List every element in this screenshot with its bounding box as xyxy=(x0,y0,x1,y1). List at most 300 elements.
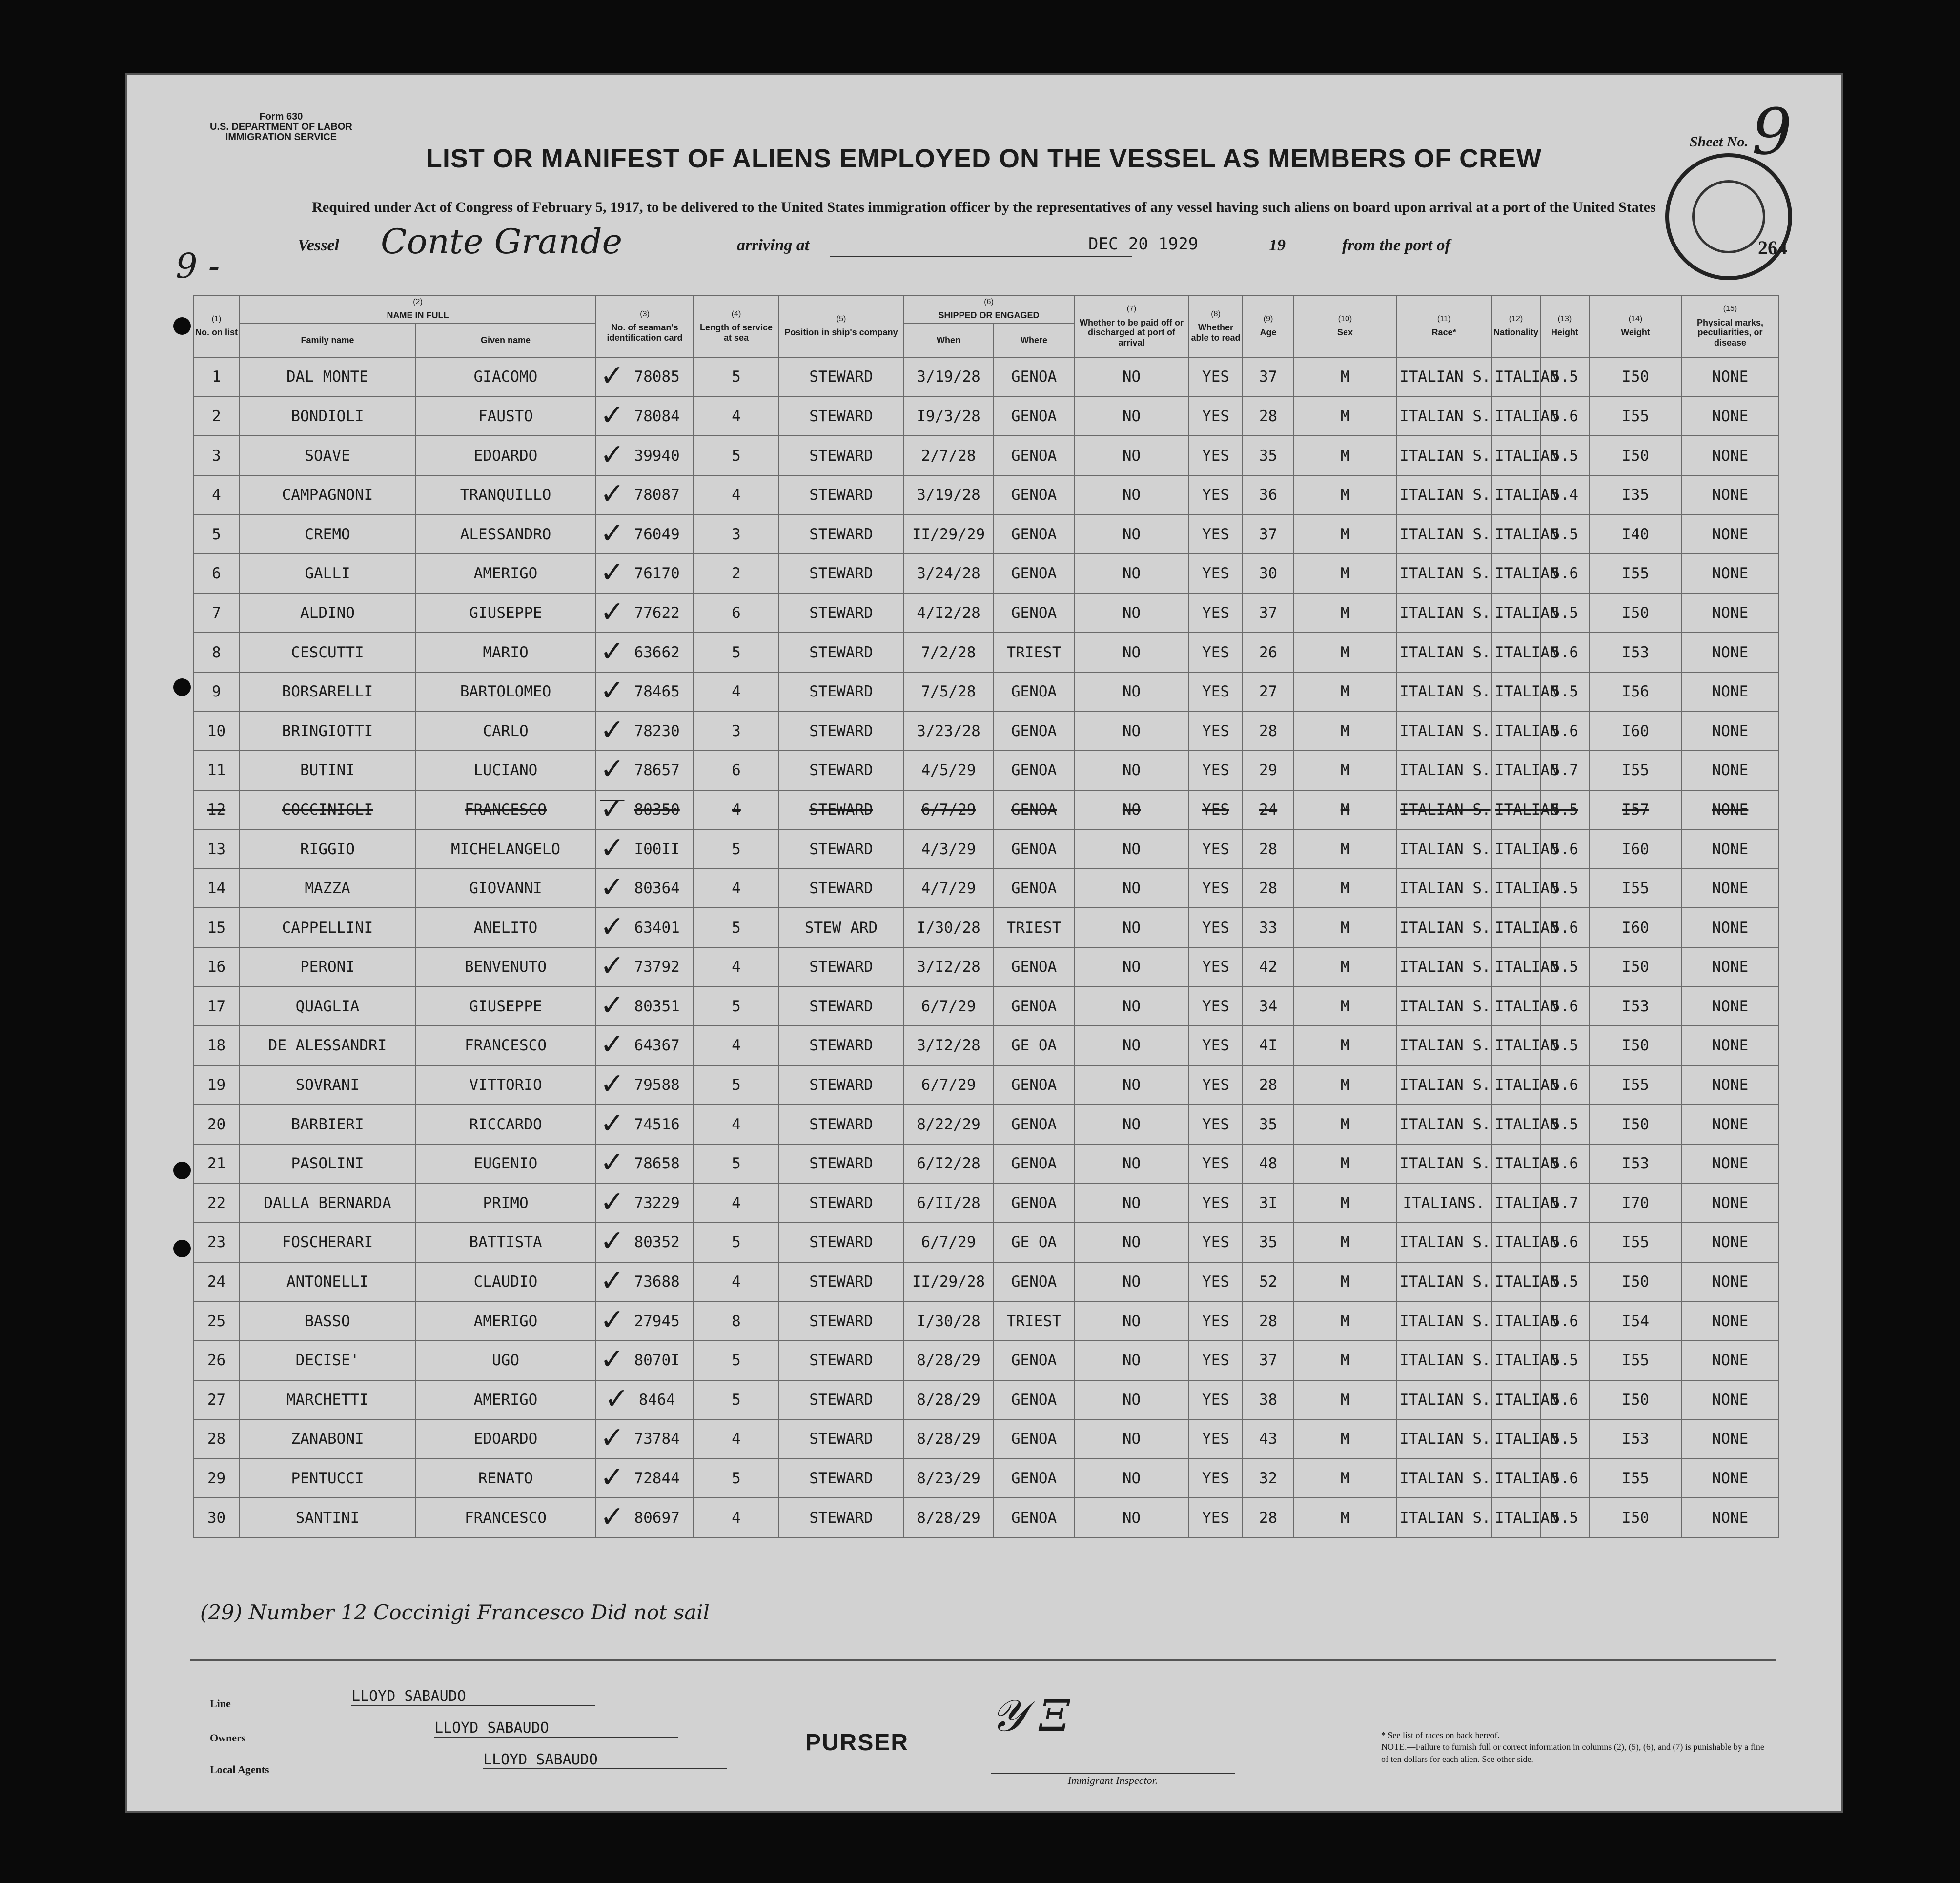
cell-paid: NO xyxy=(1074,475,1189,515)
cell-age: 24 xyxy=(1243,790,1294,830)
manifest-sheet xyxy=(125,73,1843,1813)
cell-weight: I53 xyxy=(1589,1144,1682,1184)
cell-position: STEWARD xyxy=(779,711,903,751)
cell-when: 8/28/29 xyxy=(903,1419,994,1459)
cell-family: MARCHETTI xyxy=(240,1380,415,1420)
table-row xyxy=(193,1144,1778,1184)
footnotes xyxy=(1381,1729,1772,1765)
table-row xyxy=(193,908,1778,947)
cell-sex: M xyxy=(1294,514,1396,554)
cell-read: YES xyxy=(1189,554,1243,594)
cell-marks: NONE xyxy=(1682,1184,1778,1223)
cell-race: ITALIAN S. xyxy=(1396,947,1491,987)
cell-where: GENOA xyxy=(994,1459,1074,1498)
cell-sex: M xyxy=(1294,1341,1396,1380)
cell-marks: NONE xyxy=(1682,357,1778,397)
cell-given: EDOARDO xyxy=(415,436,596,475)
cell-family: CESCUTTI xyxy=(240,633,415,672)
year-label: 19 xyxy=(1269,236,1286,254)
cell-position: STEWARD xyxy=(779,790,903,830)
cell-race: ITALIAN S. xyxy=(1396,1380,1491,1420)
punch-hole xyxy=(173,1240,191,1257)
cell-age: 35 xyxy=(1243,436,1294,475)
cell-position: STEWARD xyxy=(779,1301,903,1341)
cell-nationality: ITALIAN xyxy=(1491,987,1540,1026)
punch-hole xyxy=(173,678,191,696)
cell-height: 5.5 xyxy=(1540,594,1589,633)
col-sex-header: (10) Sex xyxy=(1294,295,1396,357)
cell-height: 5.6 xyxy=(1540,1065,1589,1105)
cell-height: 5.5 xyxy=(1540,1262,1589,1302)
cell-no: 14 xyxy=(193,869,240,908)
cell-race: ITALIAN S. xyxy=(1396,869,1491,908)
cell-where: GENOA xyxy=(994,514,1074,554)
cell-position: STEWARD xyxy=(779,1144,903,1184)
table-row xyxy=(193,790,1778,830)
cell-age: 28 xyxy=(1243,869,1294,908)
cell-race: ITALIAN S. xyxy=(1396,790,1491,830)
cell-marks: NONE xyxy=(1682,908,1778,947)
cell-height: 5.6 xyxy=(1540,829,1589,869)
cell-sex: M xyxy=(1294,1065,1396,1105)
table-row xyxy=(193,1341,1778,1380)
cell-given: GIUSEPPE xyxy=(415,987,596,1026)
cell-family: BARBIERI xyxy=(240,1105,415,1144)
cell-id xyxy=(596,1498,694,1537)
cell-id xyxy=(596,1065,694,1105)
cell-given: MARIO xyxy=(415,633,596,672)
cell-read: YES xyxy=(1189,987,1243,1026)
cell-where: GENOA xyxy=(994,1184,1074,1223)
cell-given: FRANCESCO xyxy=(415,1026,596,1065)
cell-paid: NO xyxy=(1074,397,1189,436)
cell-marks: NONE xyxy=(1682,514,1778,554)
cell-id xyxy=(596,790,694,830)
id-number: 64367 xyxy=(634,1037,680,1055)
table-row xyxy=(193,475,1778,515)
cell-read: YES xyxy=(1189,947,1243,987)
cell-read: YES xyxy=(1189,436,1243,475)
cell-given: BATTISTA xyxy=(415,1223,596,1262)
cell-nationality: ITALIAN xyxy=(1491,1223,1540,1262)
cell-sex: M xyxy=(1294,1419,1396,1459)
cell-position: STEWARD xyxy=(779,1105,903,1144)
id-number: 78230 xyxy=(634,722,680,740)
cell-read: YES xyxy=(1189,357,1243,397)
cell-family: ALDINO xyxy=(240,594,415,633)
cell-no: 13 xyxy=(193,829,240,869)
cell-no: 29 xyxy=(193,1459,240,1498)
cell-family: BONDIOLI xyxy=(240,397,415,436)
cell-where: GENOA xyxy=(994,672,1074,712)
cell-given: TRANQUILLO xyxy=(415,475,596,515)
cell-position: STEWARD xyxy=(779,1026,903,1065)
cell-age: 33 xyxy=(1243,908,1294,947)
cell-sex: M xyxy=(1294,711,1396,751)
check-mark-icon: ✓ xyxy=(600,752,625,787)
page-number: 264 xyxy=(1758,237,1787,259)
cell-id xyxy=(596,1144,694,1184)
cell-read: YES xyxy=(1189,594,1243,633)
id-number: 80697 xyxy=(634,1509,680,1527)
cell-height: 5.6 xyxy=(1540,554,1589,594)
cell-sex: M xyxy=(1294,987,1396,1026)
form-number: Form 630 xyxy=(259,111,303,122)
cell-when: 4/5/29 xyxy=(903,751,994,790)
cell-no: 2 xyxy=(193,397,240,436)
cell-where: GENOA xyxy=(994,357,1074,397)
cell-no: 10 xyxy=(193,711,240,751)
check-mark-icon: ✓ xyxy=(600,713,625,747)
table-row xyxy=(193,1301,1778,1341)
punch-hole xyxy=(173,317,191,335)
cell-height: 5.5 xyxy=(1540,1341,1589,1380)
cell-where: GE OA xyxy=(994,1223,1074,1262)
cell-position: STEWARD xyxy=(779,1065,903,1105)
cell-id xyxy=(596,1380,694,1420)
cell-age: 28 xyxy=(1243,397,1294,436)
check-mark-icon: ✓ xyxy=(600,1106,625,1141)
cell-weight: I53 xyxy=(1589,1419,1682,1459)
cell-race: ITALIAN S. xyxy=(1396,397,1491,436)
cell-race: ITALIAN S. xyxy=(1396,1341,1491,1380)
cell-race: ITALIAN S. xyxy=(1396,357,1491,397)
cell-when: 3/19/28 xyxy=(903,475,994,515)
cell-marks: NONE xyxy=(1682,1459,1778,1498)
cell-height: 5.6 xyxy=(1540,1380,1589,1420)
cell-where: GENOA xyxy=(994,554,1074,594)
cell-nationality: ITALIAN xyxy=(1491,1459,1540,1498)
id-number: 78087 xyxy=(634,486,680,504)
cell-age: 30 xyxy=(1243,554,1294,594)
cell-age: 43 xyxy=(1243,1419,1294,1459)
col-nationality-header: (12) Nationality xyxy=(1491,295,1540,357)
cell-marks: NONE xyxy=(1682,672,1778,712)
cell-height: 5.6 xyxy=(1540,908,1589,947)
check-mark-icon: ✓ xyxy=(600,674,625,708)
cell-service: 3 xyxy=(694,514,779,554)
cell-where: GENOA xyxy=(994,869,1074,908)
cell-position: STEWARD xyxy=(779,869,903,908)
cell-marks: NONE xyxy=(1682,751,1778,790)
cell-service: 4 xyxy=(694,790,779,830)
cell-service: 4 xyxy=(694,869,779,908)
cell-age: 48 xyxy=(1243,1144,1294,1184)
cell-nationality: ITALIAN xyxy=(1491,1184,1540,1223)
cell-sex: M xyxy=(1294,1301,1396,1341)
cell-family: DE ALESSANDRI xyxy=(240,1026,415,1065)
id-number: 27945 xyxy=(634,1312,680,1330)
cell-family: GALLI xyxy=(240,554,415,594)
cell-age: 28 xyxy=(1243,711,1294,751)
cell-weight: I54 xyxy=(1589,1301,1682,1341)
cell-marks: NONE xyxy=(1682,1341,1778,1380)
table-row xyxy=(193,1262,1778,1302)
cell-weight: I55 xyxy=(1589,751,1682,790)
cell-position: STEWARD xyxy=(779,514,903,554)
cell-read: YES xyxy=(1189,1419,1243,1459)
cell-race: ITALIAN S. xyxy=(1396,908,1491,947)
cell-where: GENOA xyxy=(994,475,1074,515)
cell-service: 5 xyxy=(694,1144,779,1184)
cell-id xyxy=(596,397,694,436)
cell-family: ANTONELLI xyxy=(240,1262,415,1302)
cell-sex: M xyxy=(1294,594,1396,633)
cell-weight: I50 xyxy=(1589,1026,1682,1065)
cell-id xyxy=(596,633,694,672)
cell-nationality: ITALIAN xyxy=(1491,1262,1540,1302)
cell-position: STEWARD xyxy=(779,1459,903,1498)
cell-id xyxy=(596,829,694,869)
cell-paid: NO xyxy=(1074,594,1189,633)
cell-age: 28 xyxy=(1243,1301,1294,1341)
cell-id xyxy=(596,475,694,515)
cell-sex: M xyxy=(1294,1380,1396,1420)
cell-position: STEWARD xyxy=(779,436,903,475)
cell-position: STEWARD xyxy=(779,554,903,594)
cell-id xyxy=(596,1262,694,1302)
service-name: IMMIGRATION SERVICE xyxy=(225,132,337,143)
cell-race: ITALIAN S. xyxy=(1396,1065,1491,1105)
cell-race: ITALIAN S. xyxy=(1396,829,1491,869)
cell-weight: I55 xyxy=(1589,397,1682,436)
cell-service: 4 xyxy=(694,397,779,436)
handwritten-side-mark: 9 - xyxy=(176,246,220,286)
cell-no: 23 xyxy=(193,1223,240,1262)
line-value: LLOYD SABAUDO xyxy=(351,1688,595,1706)
cell-position: STEWARD xyxy=(779,987,903,1026)
cell-service: 2 xyxy=(694,554,779,594)
id-number: 78658 xyxy=(634,1155,680,1173)
cell-nationality: ITALIAN xyxy=(1491,594,1540,633)
cell-height: 5.7 xyxy=(1540,1184,1589,1223)
cell-family: DECISE' xyxy=(240,1341,415,1380)
cell-service: 4 xyxy=(694,475,779,515)
cell-service: 5 xyxy=(694,1459,779,1498)
table-row xyxy=(193,672,1778,712)
cell-paid: NO xyxy=(1074,554,1189,594)
cell-given: AMERIGO xyxy=(415,1301,596,1341)
cell-id xyxy=(596,711,694,751)
cell-where: GENOA xyxy=(994,790,1074,830)
cell-when: II/29/28 xyxy=(903,1262,994,1302)
cell-age: 28 xyxy=(1243,1065,1294,1105)
punch-hole xyxy=(173,1162,191,1179)
cell-service: 5 xyxy=(694,1223,779,1262)
manifest-footer xyxy=(190,1659,1776,1802)
vessel-name: Conte Grande xyxy=(381,222,623,262)
cell-marks: NONE xyxy=(1682,594,1778,633)
cell-family: BORSARELLI xyxy=(240,672,415,712)
cell-given: VITTORIO xyxy=(415,1065,596,1105)
cell-when: 4/I2/28 xyxy=(903,594,994,633)
cell-id xyxy=(596,1459,694,1498)
cell-race: ITALIAN S. xyxy=(1396,436,1491,475)
cell-service: 6 xyxy=(694,751,779,790)
cell-sex: M xyxy=(1294,554,1396,594)
cell-no: 17 xyxy=(193,987,240,1026)
cell-weight: I53 xyxy=(1589,987,1682,1026)
cell-age: 28 xyxy=(1243,829,1294,869)
cell-height: 5.5 xyxy=(1540,947,1589,987)
cell-given: GIOVANNI xyxy=(415,869,596,908)
cell-given: EUGENIO xyxy=(415,1144,596,1184)
cell-paid: NO xyxy=(1074,1026,1189,1065)
footnote-races: * See list of races on back hereof. xyxy=(1381,1730,1500,1740)
id-number: 63401 xyxy=(634,919,680,937)
cell-race: ITALIAN S. xyxy=(1396,633,1491,672)
cell-nationality: ITALIAN xyxy=(1491,1380,1540,1420)
check-mark-icon: ✓ xyxy=(600,1421,625,1455)
check-mark-icon: ✓ xyxy=(600,477,625,512)
id-number: 8070I xyxy=(634,1351,680,1370)
cell-age: 34 xyxy=(1243,987,1294,1026)
cell-marks: NONE xyxy=(1682,554,1778,594)
cell-no: 26 xyxy=(193,1341,240,1380)
inspector-signature: 𝒴 Ξ xyxy=(991,1690,1070,1741)
cell-position: STEWARD xyxy=(779,672,903,712)
cell-read: YES xyxy=(1189,790,1243,830)
cell-nationality: ITALIAN xyxy=(1491,1341,1540,1380)
cell-race: ITALIAN S. xyxy=(1396,1459,1491,1498)
cell-read: YES xyxy=(1189,397,1243,436)
id-number: 74516 xyxy=(634,1115,680,1133)
cell-given: BARTOLOMEO xyxy=(415,672,596,712)
cell-nationality: ITALIAN xyxy=(1491,554,1540,594)
cell-when: 3/24/28 xyxy=(903,554,994,594)
cell-where: GENOA xyxy=(994,829,1074,869)
cell-read: YES xyxy=(1189,514,1243,554)
table-row xyxy=(193,594,1778,633)
id-number: 63662 xyxy=(634,643,680,661)
cell-age: 3I xyxy=(1243,1184,1294,1223)
cell-when: I9/3/28 xyxy=(903,397,994,436)
cell-read: YES xyxy=(1189,1105,1243,1144)
cell-weight: I50 xyxy=(1589,1262,1682,1302)
cell-given: RENATO xyxy=(415,1459,596,1498)
cell-marks: NONE xyxy=(1682,829,1778,869)
cell-paid: NO xyxy=(1074,1498,1189,1537)
cell-height: 5.5 xyxy=(1540,1498,1589,1537)
cell-race: ITALIAN S. xyxy=(1396,1026,1491,1065)
cell-paid: NO xyxy=(1074,1301,1189,1341)
cell-marks: NONE xyxy=(1682,475,1778,515)
cell-family: QUAGLIA xyxy=(240,987,415,1026)
cell-position: STEW ARD xyxy=(779,908,903,947)
cell-paid: NO xyxy=(1074,987,1189,1026)
cell-no: 30 xyxy=(193,1498,240,1537)
check-mark-icon: ✓ xyxy=(600,1146,625,1180)
cell-family: PASOLINI xyxy=(240,1144,415,1184)
cell-no: 6 xyxy=(193,554,240,594)
cell-where: GENOA xyxy=(994,397,1074,436)
cell-no: 3 xyxy=(193,436,240,475)
id-number: I00II xyxy=(634,840,680,858)
cell-sex: M xyxy=(1294,1105,1396,1144)
cell-when: 4/7/29 xyxy=(903,869,994,908)
cell-when: 8/28/29 xyxy=(903,1341,994,1380)
cell-read: YES xyxy=(1189,1184,1243,1223)
cell-when: 7/5/28 xyxy=(903,672,994,712)
cell-nationality: ITALIAN xyxy=(1491,1026,1540,1065)
cell-read: YES xyxy=(1189,1144,1243,1184)
cell-where: GENOA xyxy=(994,1262,1074,1302)
from-port-label: from the port of xyxy=(1342,236,1450,254)
cell-paid: NO xyxy=(1074,633,1189,672)
cell-read: YES xyxy=(1189,711,1243,751)
cell-given: BENVENUTO xyxy=(415,947,596,987)
cell-nationality: ITALIAN xyxy=(1491,1105,1540,1144)
cell-position: STEWARD xyxy=(779,594,903,633)
cell-id xyxy=(596,436,694,475)
id-number: 78085 xyxy=(634,368,680,386)
cell-where: GENOA xyxy=(994,1144,1074,1184)
owners-label: Owners xyxy=(210,1732,246,1744)
cell-id xyxy=(596,1301,694,1341)
cell-read: YES xyxy=(1189,1065,1243,1105)
cell-where: GENOA xyxy=(994,1065,1074,1105)
cell-no: 1 xyxy=(193,357,240,397)
cell-weight: I50 xyxy=(1589,1105,1682,1144)
cell-sex: M xyxy=(1294,436,1396,475)
cell-nationality: ITALIAN xyxy=(1491,790,1540,830)
cell-sex: M xyxy=(1294,1026,1396,1065)
cell-race: ITALIAN S. xyxy=(1396,1498,1491,1537)
cell-race: ITALIAN S. xyxy=(1396,1301,1491,1341)
cell-weight: I50 xyxy=(1589,357,1682,397)
cell-paid: NO xyxy=(1074,790,1189,830)
cell-when: 3/I2/28 xyxy=(903,947,994,987)
cell-sex: M xyxy=(1294,1262,1396,1302)
col-name-header: (2) NAME IN FULL xyxy=(240,295,596,323)
cell-id xyxy=(596,1105,694,1144)
cell-service: 5 xyxy=(694,1341,779,1380)
cell-no: 18 xyxy=(193,1026,240,1065)
cell-where: TRIEST xyxy=(994,908,1074,947)
arrival-port-field xyxy=(830,236,1132,257)
cell-where: GENOA xyxy=(994,1341,1074,1380)
cell-sex: M xyxy=(1294,1144,1396,1184)
cell-service: 5 xyxy=(694,829,779,869)
cell-marks: NONE xyxy=(1682,1301,1778,1341)
cell-given: EDOARDO xyxy=(415,1419,596,1459)
cell-when: 7/2/28 xyxy=(903,633,994,672)
cell-nationality: ITALIAN xyxy=(1491,908,1540,947)
cell-family: BRINGIOTTI xyxy=(240,711,415,751)
cell-given: AMERIGO xyxy=(415,554,596,594)
cell-family: COCCINIGLI xyxy=(240,790,415,830)
cell-paid: NO xyxy=(1074,1262,1189,1302)
cell-family: FOSCHERARI xyxy=(240,1223,415,1262)
cell-family: BUTINI xyxy=(240,751,415,790)
cell-service: 5 xyxy=(694,987,779,1026)
cell-marks: NONE xyxy=(1682,1223,1778,1262)
cell-when: 3/23/28 xyxy=(903,711,994,751)
cell-position: STEWARD xyxy=(779,1184,903,1223)
cell-weight: I40 xyxy=(1589,514,1682,554)
cell-weight: I57 xyxy=(1589,790,1682,830)
cell-age: 32 xyxy=(1243,1459,1294,1498)
cell-id xyxy=(596,672,694,712)
cell-height: 5.5 xyxy=(1540,1105,1589,1144)
cell-age: 29 xyxy=(1243,751,1294,790)
cell-paid: NO xyxy=(1074,1341,1189,1380)
check-mark-icon: ✓ xyxy=(600,359,625,393)
agents-label: Local Agents xyxy=(210,1763,269,1776)
cell-sex: M xyxy=(1294,829,1396,869)
cell-no: 7 xyxy=(193,594,240,633)
cell-id xyxy=(596,987,694,1026)
